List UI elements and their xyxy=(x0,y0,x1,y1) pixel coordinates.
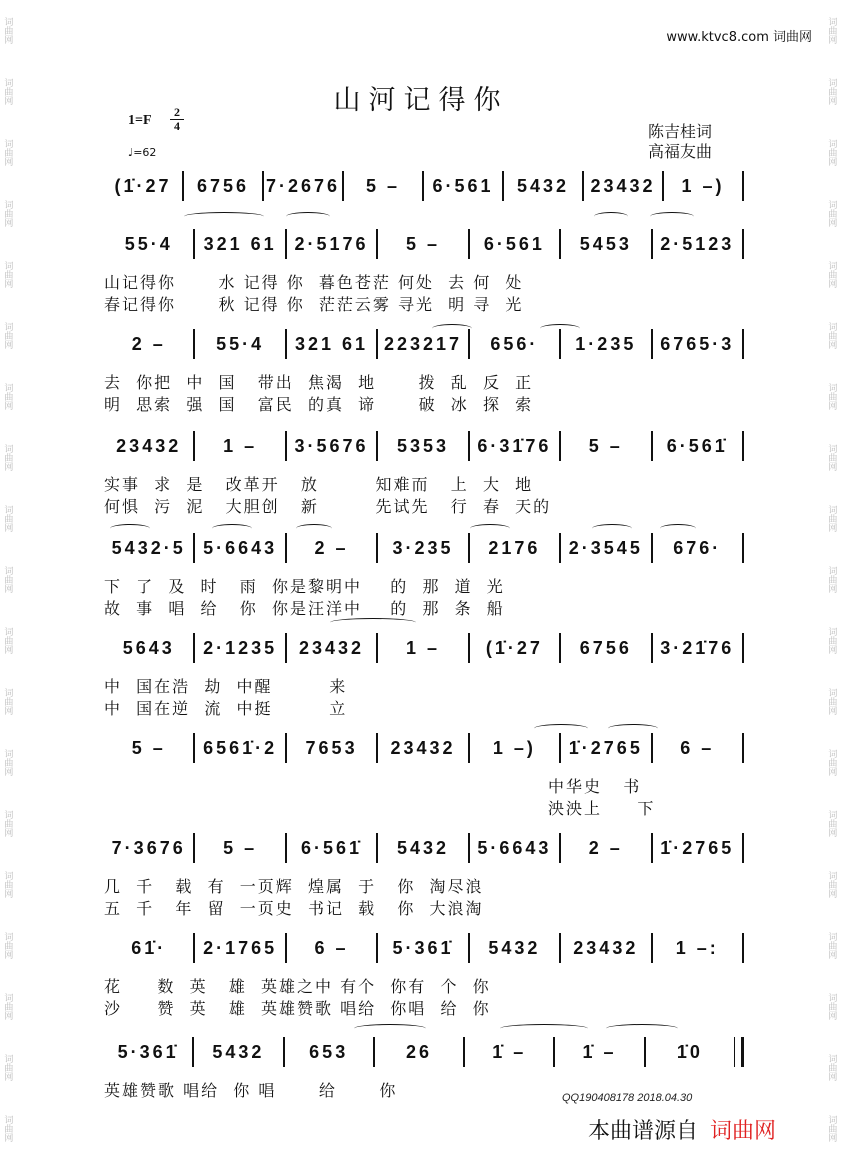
barline xyxy=(742,633,744,663)
measure: 5432·5 xyxy=(111,537,186,558)
lyric-line: 中华史 书 xyxy=(548,777,642,796)
watermark-text: 词曲网 xyxy=(826,810,837,837)
slur-arc xyxy=(650,212,694,221)
watermark-text: 词曲网 xyxy=(2,17,13,44)
slur-arc xyxy=(594,212,628,221)
watermark-text: 词曲网 xyxy=(826,749,837,776)
slur-arc xyxy=(184,212,264,221)
measure: 5432 xyxy=(212,1041,265,1062)
measure: 1 –: xyxy=(675,937,719,958)
lyric-line: 何惧 污 泥 大胆创 新 先试先 行 春 天的 xyxy=(104,497,552,516)
watermark-text: 词曲网 xyxy=(2,627,13,654)
measure: 2·3545 xyxy=(568,537,643,558)
watermark-text: 词曲网 xyxy=(2,78,13,105)
measure: 23432 xyxy=(590,175,656,196)
measure: 5·361̇ xyxy=(117,1041,179,1062)
staff-row xyxy=(104,228,744,260)
measure: 1·235 xyxy=(575,333,637,354)
lyric-line: 故 事 唱 给 你 你是汪洋中 的 那 条 船 xyxy=(104,599,505,618)
lyric-line: 实事 求 是 改革开 放 知难而 上 大 地 xyxy=(104,475,534,494)
measure: 6·561̇ xyxy=(666,435,728,456)
measure: 321 61 xyxy=(295,333,369,354)
site-url[interactable]: www.ktvc8.com 词曲网 xyxy=(666,30,812,45)
watermark-text: 词曲网 xyxy=(2,505,13,532)
source-brand[interactable]: 词曲网 xyxy=(710,1119,777,1144)
watermark-text: 词曲网 xyxy=(2,688,13,715)
watermark-text: 词曲网 xyxy=(2,871,13,898)
measure: 656· xyxy=(490,333,539,354)
slur-arc xyxy=(540,324,580,333)
measure: 2·1765 xyxy=(203,937,278,958)
measure: 1̇0 xyxy=(676,1041,703,1062)
key-signature: 1=F xyxy=(128,113,152,128)
watermark-text: 词曲网 xyxy=(2,139,13,166)
source-credit xyxy=(588,1114,776,1145)
staff-row xyxy=(104,832,744,864)
watermark-text: 词曲网 xyxy=(826,139,837,166)
measure: 2·5123 xyxy=(660,233,735,254)
measure: 6·561 xyxy=(432,175,494,196)
measure: 321 61 xyxy=(203,233,277,254)
measure: 5453 xyxy=(579,233,632,254)
slur-arc xyxy=(330,618,416,627)
slur-arc xyxy=(212,524,252,533)
watermark-text: 词曲网 xyxy=(826,1054,837,1081)
measure: 2·5176 xyxy=(294,233,369,254)
measure: 23432 xyxy=(116,435,182,456)
slur-arc xyxy=(470,524,510,533)
measure: 2·1235 xyxy=(203,637,278,658)
lyric-line: 明 思索 强 国 富民 的真 谛 破 冰 探 索 xyxy=(104,395,534,414)
measure: 5 – xyxy=(131,737,166,758)
meter-top: 2 xyxy=(170,106,184,120)
measure: (1̇·27 xyxy=(114,175,172,196)
slur-arc xyxy=(432,324,472,333)
barline xyxy=(742,533,744,563)
measure: 5353 xyxy=(396,435,449,456)
barline xyxy=(742,171,744,201)
barline xyxy=(742,229,744,259)
barline xyxy=(742,833,744,863)
measure: 653 xyxy=(309,1041,349,1062)
measure: 23432 xyxy=(299,637,365,658)
measure: 23432 xyxy=(573,937,639,958)
measure: 6756 xyxy=(196,175,250,196)
lyricist: 陈吉桂词 xyxy=(648,122,713,141)
measure: (1̇·27 xyxy=(485,637,543,658)
measure: 6765·3 xyxy=(660,333,735,354)
slur-arc xyxy=(110,524,150,533)
measure: 5 – xyxy=(588,435,623,456)
measure: 2 – xyxy=(131,333,166,354)
measure: 3·235 xyxy=(392,537,454,558)
watermark-text: 词曲网 xyxy=(2,993,13,1020)
measure: 6 – xyxy=(314,937,349,958)
measure: 6·561̇ xyxy=(301,837,363,858)
measure: 26 xyxy=(405,1041,432,1062)
watermark-text: 词曲网 xyxy=(2,200,13,227)
lyric-line: 山记得你 水 记得 你 暮色苍茫 何处 去 何 处 xyxy=(104,273,524,292)
watermark-left xyxy=(2,0,16,1171)
source-label: 本曲谱源自 xyxy=(588,1119,699,1144)
measure: 1 – xyxy=(223,435,258,456)
measure: 6756 xyxy=(579,637,632,658)
measure: 5 – xyxy=(223,837,258,858)
watermark-text: 词曲网 xyxy=(826,200,837,227)
measure: 5 – xyxy=(365,175,401,196)
slur-arc xyxy=(606,1024,678,1033)
measure: 5 – xyxy=(405,233,440,254)
watermark-text: 词曲网 xyxy=(826,444,837,471)
measure: 1̇ – xyxy=(582,1041,617,1062)
lyric-line: 泱泱上 下 xyxy=(548,799,656,818)
lyric-line: 中 国在浩 劫 中醒 来 xyxy=(104,677,348,696)
staff-row xyxy=(104,532,744,564)
credits xyxy=(648,122,712,162)
measure: 1 –) xyxy=(492,737,536,758)
watermark-text: 词曲网 xyxy=(826,566,837,593)
measure: 5·6643 xyxy=(477,837,552,858)
staff-row xyxy=(104,170,744,202)
measure: 2 – xyxy=(588,837,623,858)
slur-arc xyxy=(354,1024,426,1033)
watermark-text: 词曲网 xyxy=(2,749,13,776)
lyric-line: 五 千 年 留 一页史 书记 载 你 大浪淘 xyxy=(104,899,484,918)
barline xyxy=(742,431,744,461)
measure: 1̇ – xyxy=(492,1041,527,1062)
watermark-text: 词曲网 xyxy=(2,1054,13,1081)
signature: QQ190408178 2018.04.30 xyxy=(562,1092,693,1104)
time-signature xyxy=(170,106,184,133)
watermark-text: 词曲网 xyxy=(826,688,837,715)
measure: 5·361̇ xyxy=(392,937,454,958)
measure: 5643 xyxy=(122,637,175,658)
measure: 6·31̇76 xyxy=(477,435,552,456)
measure: 55·4 xyxy=(124,233,173,254)
staff-row xyxy=(104,732,744,764)
watermark-text: 词曲网 xyxy=(826,1115,837,1142)
watermark-text: 词曲网 xyxy=(2,932,13,959)
measure: 6 – xyxy=(680,737,715,758)
lyric-line: 英雄赞歌 唱给 你 唱 给 你 xyxy=(104,1081,398,1100)
watermark-text: 词曲网 xyxy=(2,810,13,837)
lyric-line: 下 了 及 时 雨 你是黎明中 的 那 道 光 xyxy=(104,577,505,596)
measure: 7653 xyxy=(305,737,358,758)
lyric-line: 几 千 载 有 一页辉 煌属 于 你 淘尽浪 xyxy=(104,877,484,896)
barline xyxy=(742,733,744,763)
slur-arc xyxy=(296,524,332,533)
watermark-text: 词曲网 xyxy=(826,383,837,410)
song-title: 山河记得你 xyxy=(333,85,509,116)
measure: 5·6643 xyxy=(203,537,278,558)
measure: 5432 xyxy=(396,837,449,858)
watermark-text: 词曲网 xyxy=(826,871,837,898)
staff-row xyxy=(104,328,744,360)
staff-row xyxy=(104,430,744,462)
slur-arc xyxy=(500,1024,588,1033)
watermark-text: 词曲网 xyxy=(826,932,837,959)
watermark-text: 词曲网 xyxy=(2,322,13,349)
lyric-line: 花 数 英 雄 英雄之中 有个 你有 个 你 xyxy=(104,977,491,996)
barline xyxy=(742,933,744,963)
barline xyxy=(734,1037,744,1067)
measure: 7·2676 xyxy=(265,175,341,196)
watermark-text: 词曲网 xyxy=(2,566,13,593)
barline xyxy=(742,329,744,359)
watermark-text: 词曲网 xyxy=(2,1115,13,1142)
measure: 1̇·2765 xyxy=(568,737,643,758)
measure: 3·5676 xyxy=(294,435,369,456)
measure: 676· xyxy=(673,537,722,558)
measure: 55·4 xyxy=(216,333,265,354)
watermark-text: 词曲网 xyxy=(2,261,13,288)
slur-arc xyxy=(286,212,330,221)
measure: 223217 xyxy=(383,333,463,354)
lyric-line: 去 你把 中 国 带出 焦渴 地 拨 乱 反 正 xyxy=(104,373,534,392)
measure: 1̇·2765 xyxy=(660,837,735,858)
measure: 61̇· xyxy=(131,937,167,958)
measure: 5432 xyxy=(488,937,541,958)
tempo-mark: ♩=62 xyxy=(128,146,157,159)
composer: 高福友曲 xyxy=(648,142,713,161)
slur-arc xyxy=(660,524,696,533)
lyric-line: 中 国在逆 流 中挺 立 xyxy=(104,699,348,718)
watermark-text: 词曲网 xyxy=(826,17,837,44)
watermark-text: 词曲网 xyxy=(826,505,837,532)
slur-arc xyxy=(608,724,658,733)
watermark-right xyxy=(826,0,840,1171)
measure: 23432 xyxy=(390,737,456,758)
slur-arc xyxy=(534,724,588,733)
slur-arc xyxy=(592,524,632,533)
measure: 2 – xyxy=(314,537,349,558)
measure: 1 –) xyxy=(681,175,725,196)
measure: 3·21̇76 xyxy=(660,637,735,658)
watermark-text: 词曲网 xyxy=(826,627,837,654)
watermark-text: 词曲网 xyxy=(2,383,13,410)
measure: 1 – xyxy=(405,637,440,658)
staff-row xyxy=(104,632,744,664)
lyric-line: 春记得你 秋 记得 你 茫茫云雾 寻光 明 寻 光 xyxy=(104,295,524,314)
staff-row xyxy=(104,1036,744,1068)
watermark-text: 词曲网 xyxy=(826,261,837,288)
watermark-text: 词曲网 xyxy=(826,78,837,105)
watermark-text: 词曲网 xyxy=(2,444,13,471)
watermark-text: 词曲网 xyxy=(826,993,837,1020)
measure: 2176 xyxy=(488,537,541,558)
staff-row xyxy=(104,932,744,964)
watermark-text: 词曲网 xyxy=(826,322,837,349)
measure: 6·561 xyxy=(483,233,545,254)
measure: 5432 xyxy=(516,175,570,196)
meter-bottom: 4 xyxy=(174,119,180,133)
measure: 6561̇·2 xyxy=(203,737,278,758)
lyric-line: 沙 赞 英 雄 英雄赞歌 唱给 你唱 给 你 xyxy=(104,999,491,1018)
measure: 7·3676 xyxy=(111,837,186,858)
